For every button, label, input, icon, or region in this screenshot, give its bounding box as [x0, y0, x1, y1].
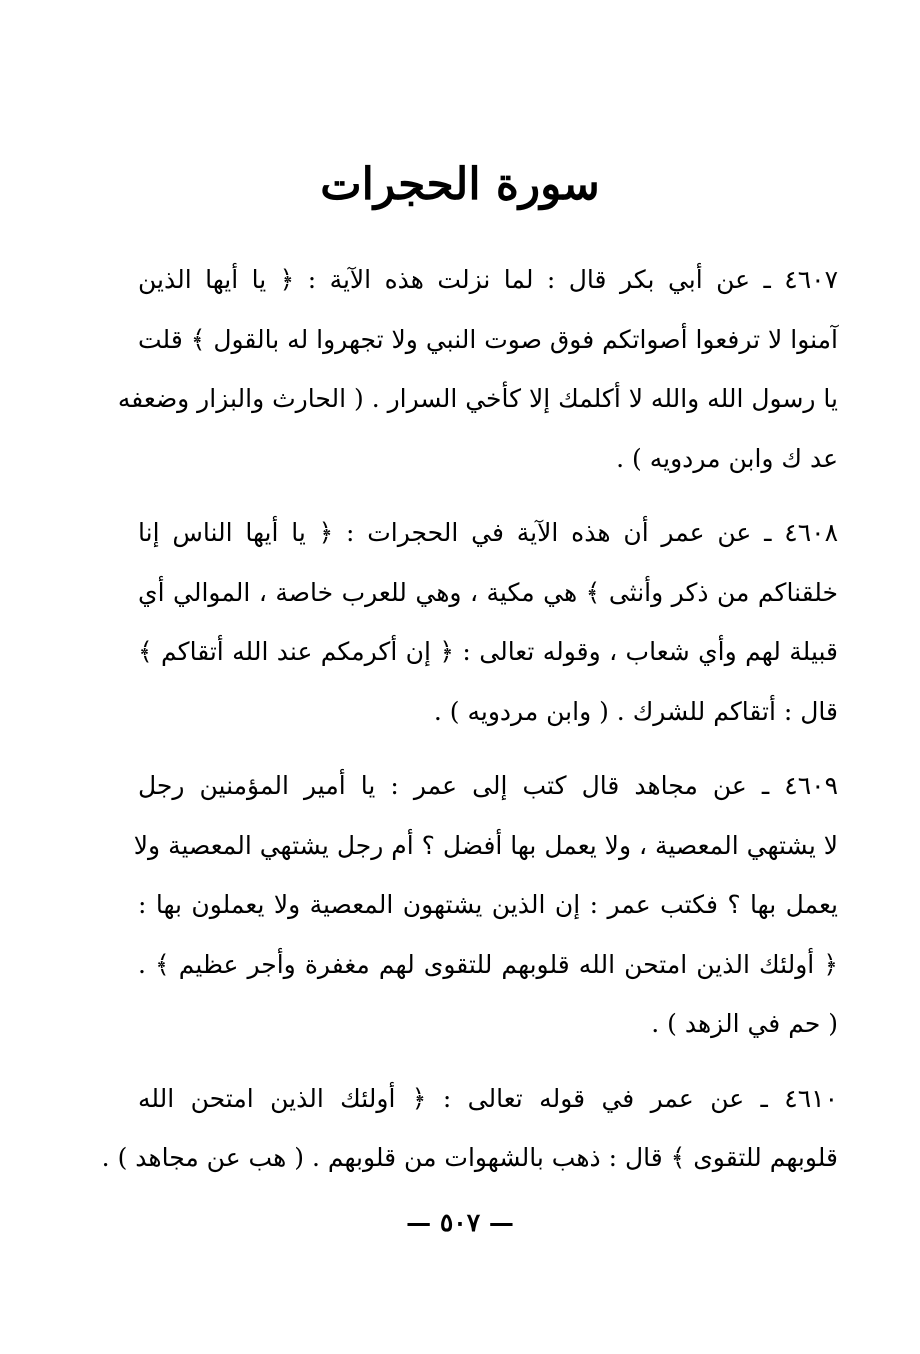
hadith-line: عد ك وابن مردويه ) .: [616, 443, 838, 473]
hadith-line: قال : أتقاكم للشرك . ( وابن مردويه ) .: [433, 696, 838, 726]
hadith-4609: [133, 756, 838, 1054]
surah-title: سورة الحجرات: [320, 159, 600, 210]
hadith-line: ٤٦٠٩ ـ عن مجاهد قال كتب إلى عمر : يا أمير المؤمنين رجل: [138, 771, 838, 800]
hadith-4610: [101, 1069, 838, 1188]
hadith-line: قلوبهم للتقوى ﴾ قال : ذهب بالشهوات من قلوبهم . ( هب عن مجاهد ) .: [101, 1143, 838, 1172]
hadith-line: ﴿ أولئك الذين امتحن الله قلوبهم للتقوى لهم مغفرة وأجر عظيم ﴾ .: [138, 949, 838, 979]
hadith-text-body: [101, 250, 838, 1188]
hadith-line: ٤٦١٠ ـ عن عمر في قوله تعالى : ﴿ أولئك الذين امتحن الله: [138, 1083, 838, 1113]
hadith-line: يا رسول الله والله لا أكلمك إلا كأخي السرار . ( الحارث والبزار وضعفه: [117, 384, 838, 413]
hadith-line: ( حم في الزهد ) .: [651, 1009, 838, 1038]
hadith-4608: [138, 503, 838, 741]
hadith-4607: [117, 250, 838, 488]
hadith-line: ٤٦٠٧ ـ عن أبي بكر قال : لما نزلت هذه الآية : ﴿ يا أيها الذين: [138, 265, 838, 294]
hadith-line: ٤٦٠٨ ـ عن عمر أن هذه الآية في الحجرات : ﴿ يا أيها الناس إنا: [138, 518, 838, 547]
hadith-line: قبيلة لهم وأي شعاب ، وقوله تعالى : ﴿ إن أكرمكم عند الله أتقاكم ﴾: [138, 637, 838, 666]
hadith-line: آمنوا لا ترفعوا أصواتكم فوق صوت النبي ولا تجهروا له بالقول ﴾ قلت: [138, 324, 838, 354]
hadith-line: خلقناكم من ذكر وأنثى ﴾ هي مكية ، وهي للعرب خاصة ، الموالي أي: [138, 577, 838, 607]
page-number: — ٥٠٧ —: [406, 1208, 514, 1237]
hadith-line: لا يشتهي المعصية ، ولا يعمل بها أفضل ؟ أم رجل يشتهي المعصية ولا: [133, 830, 838, 860]
hadith-line: يعمل بها ؟ فكتب عمر : إن الذين يشتهون المعصية ولا يعملون بها :: [138, 890, 838, 919]
